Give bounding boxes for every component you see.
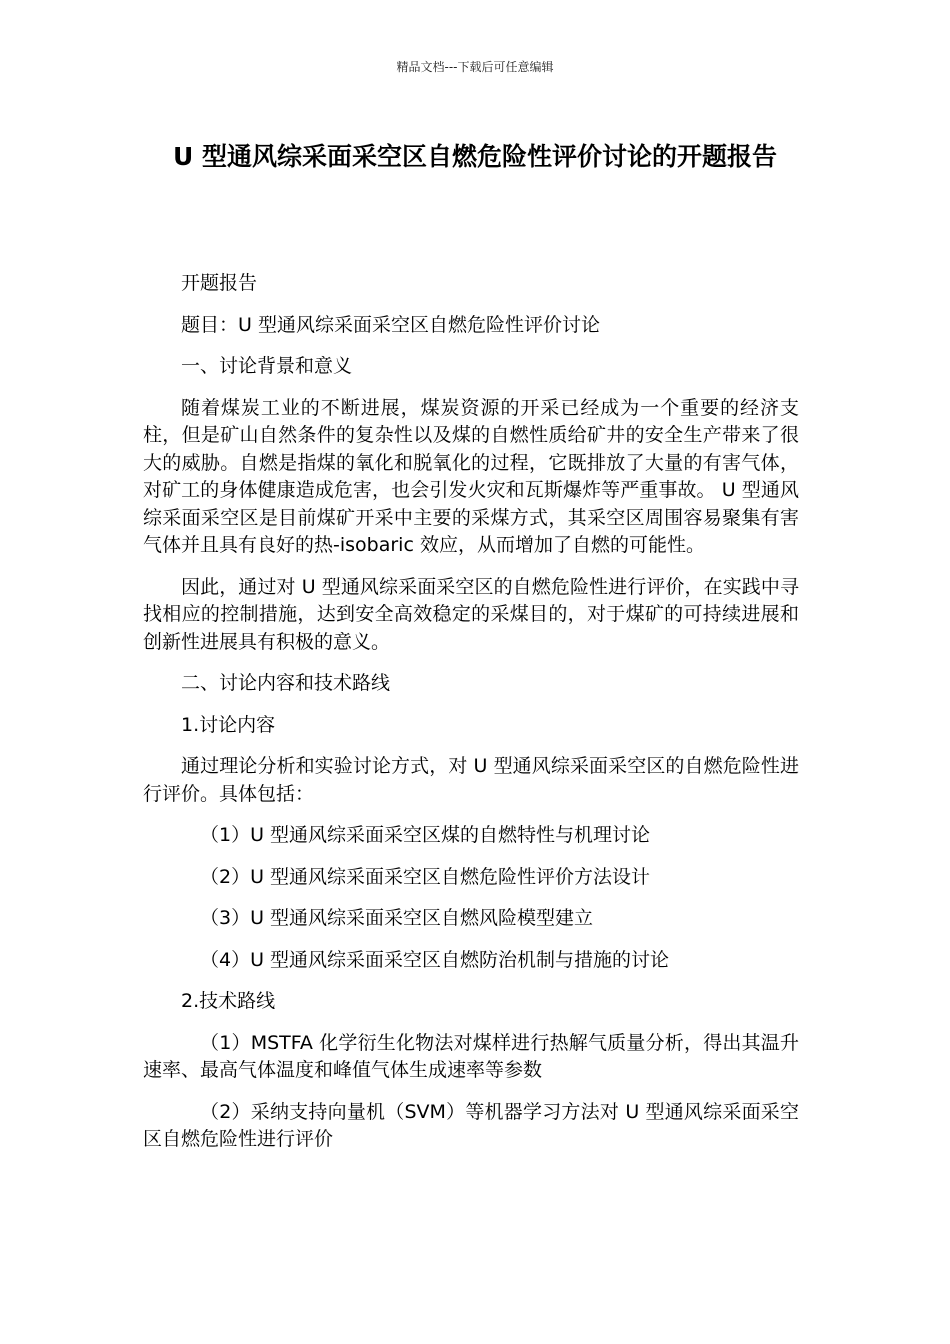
- research-item: （3）U 型通风综采面采空区自燃风险模型建立: [200, 907, 594, 929]
- section-1-heading: 一、讨论背景和意义: [181, 355, 353, 377]
- report-subject: 题目：U 型通风综采面采空区自燃危险性评价讨论: [181, 313, 600, 336]
- section-2-heading: 二、讨论内容和技术路线: [181, 672, 391, 694]
- report-label: 开题报告: [181, 272, 258, 294]
- research-item: （1）U 型通风综采面采空区煤的自燃特性与机理讨论: [200, 824, 651, 846]
- technical-route-item: （2）采纳支持向量机（SVM）等机器学习方法对 U 型通风综采面采空区自燃危险性进行评价: [143, 1100, 799, 1150]
- header-note: 精品文档---下载后可任意编辑: [396, 60, 554, 74]
- technical-route-item: （1）MSTFA 化学衍生化物法对煤样进行热解气质量分析，得出其温升速率、最高气体温度和峰值气体生成速率等参数: [143, 1031, 799, 1081]
- subsection-1-intro: 通过理论分析和实验讨论方式，对 U 型通风综采面采空区的自燃危险性进行评价。具体包括：: [143, 755, 799, 805]
- subsection-1-heading: 1.讨论内容: [181, 713, 276, 736]
- section-1-paragraph: 因此，通过对 U 型通风综采面采空区的自燃危险性进行评价，在实践中寻找相应的控制措施，达到安全高效稳定的采煤目的，对于煤矿的可持续进展和创新性进展具有积极的意义。: [143, 575, 799, 653]
- subsection-2-heading: 2.技术路线: [181, 990, 276, 1012]
- section-1-paragraph: 随着煤炭工业的不断进展，煤炭资源的开采已经成为一个重要的经济支柱，但是矿山自然条件的复杂性以及煤的自燃性质给矿井的安全生产带来了很大的威胁。自燃是指煤的氧化和脱氧化的过程，它既排放了大量的有害气体，对矿工的身体健康造成危害，也会引发火灾和瓦斯爆炸等严重事故。 U 型通风综采面采空区是目前煤矿开采中主要的采煤方式，其采空区周围容易聚集有害气体并且具有良好的热-isobaric 效应，从而增加了自燃的可能性。: [143, 396, 799, 556]
- research-item: （2）U 型通风综采面采空区自燃危险性评价方法设计: [200, 865, 651, 888]
- document-body: [143, 270, 799, 1168]
- research-item: （4）U 型通风综采面采空区自燃防治机制与措施的讨论: [200, 948, 670, 971]
- document-title: U 型通风综采面采空区自燃危险性评价讨论的开题报告: [172, 142, 777, 171]
